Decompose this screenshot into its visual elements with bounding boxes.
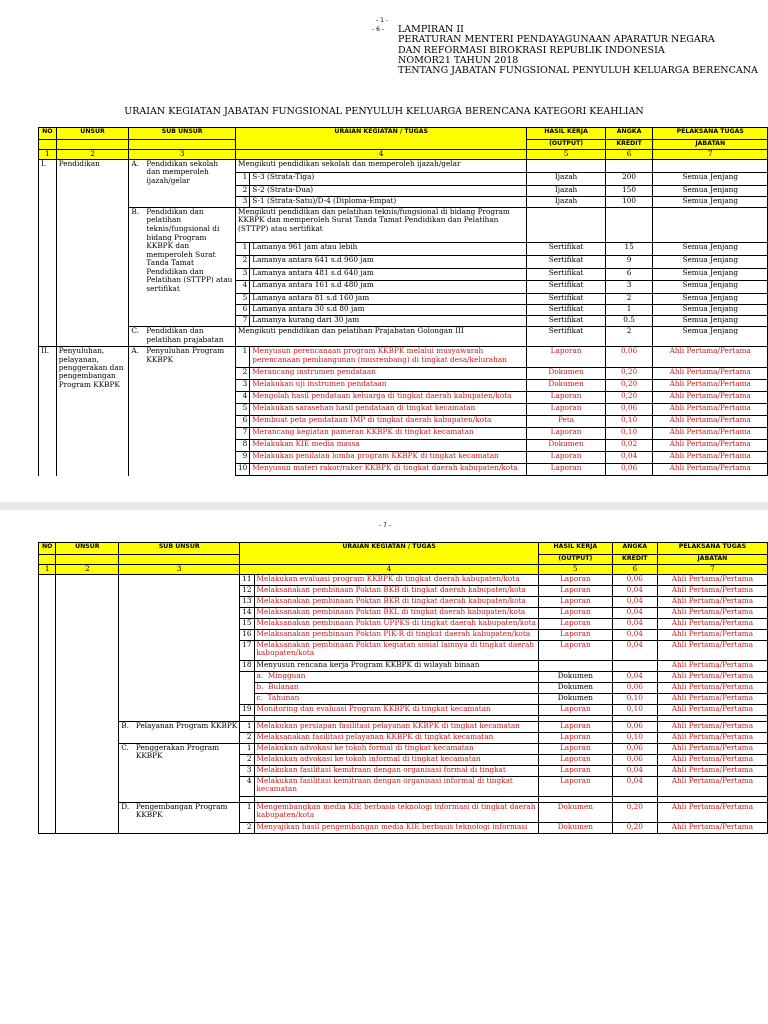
table-row: B. Pelayanan Program KKBPK 1 Melakukan persiapan fasilitasi pelayanan KKBPK di tingkat kecamatan Laporan 0,06 Ahli Pertama/Pertama — [39, 722, 768, 733]
table-row: 2 Melaksanakan fasilitasi pelayanan KKBPK di tingkat kecamatan Laporan 0,10 Ahli Pertama/Pertama — [39, 733, 768, 744]
table-row: 2 Merancang instrumen pendataan Dokumen 0,20 Ahli Pertama/Pertama — [39, 368, 768, 380]
header-line: DAN REFORMASI BIROKRASI REPUBLIK INDONESIA — [398, 44, 665, 56]
table-row: 8 Melakukan KIE media massa Dokumen 0,02 Ahli Pertama/Pertama — [39, 440, 768, 452]
col-sub-unsur-header: SUB UNSUR — [129, 128, 236, 140]
header-line: PERATURAN MENTERI PENDAYAGUNAAN APARATUR NEGARA — [398, 34, 715, 46]
table-row: 3 Lamanya antara 481 s.d 640 jam Sertifikat 6 Semua Jenjang — [39, 268, 768, 281]
col-angka-header: ANGKA — [605, 128, 653, 140]
table-row: c. Tahunan Dokumen 0,10 Ahli Pertama/Pertama — [39, 694, 768, 705]
column-number-row: 1 2 3 4 5 6 7 — [39, 150, 768, 160]
table-row: 2 Melakukan advokasi ke tokoh informal di tingkat kecamatan Laporan 0,06 Ahli Pertama/Pertama — [39, 755, 768, 766]
table-row: 2 Menyajikan hasil pengembangan media KIE berbasis teknologi informasi Dokumen 0,20 Ahli Pertama/Pertama — [39, 823, 768, 834]
col-uraian-header: URAIAN KEGIATAN / TUGAS — [240, 543, 539, 565]
table-row: C. Penggerakan Program KKBPK 1 Melakukan advokasi ke tokoh formal di tingkat kecamatan Laporan 0,06 Ahli Pertama/Pertama — [39, 744, 768, 755]
document-page-7 — [0, 510, 768, 1024]
table-row: 7 Merancang kegiatan pameran KKBPK di tingkat kecamatan Laporan 0,10 Ahli Pertama/Pertama — [39, 428, 768, 440]
table-row: 1 Lamanya 961 jam atau lebih Sertifikat 15 Semua Jenjang — [39, 243, 768, 256]
page-number: - 7 - — [379, 522, 391, 529]
table-row: a. Mingguan Dokumen 0,04 Ahli Pertama/Pertama — [39, 672, 768, 683]
col-hasil-header: HASIL KERJA — [527, 128, 605, 140]
col-no-header: NO — [39, 128, 57, 140]
table-row: II. Penyuluhan, pelayanan, penggerakan dan pengembangan Program KKBPK A. Penyuluhan Program KKBPK 1 Menyusun perencanaan program KKBPK melalui musyawarah perencanaan pembangunan (musrenbang) di tingkat desa/kelurahan Laporan 0,06 Ahli Pertama/Pertama — [39, 347, 768, 368]
table-row: 1 S-3 (Strata-Tiga) Ijazah 200 Semua Jenjang — [39, 172, 768, 185]
header-line: LAMPIRAN II — [398, 24, 464, 35]
activity-table-continued: NO UNSUR SUB UNSUR URAIAN KEGIATAN / TUGAS HASIL KERJA ANGKA PELAKSANA TUGAS (OUTPUT) KREDIT JABATAN 1 2 3 4 5 6 7 11 Melakukan evaluasi program KKBPK di tingkat daerah kabupaten/kota Laporan 0,06 Ahli Pertama/Pertama 12 Melaksanakan pembinaan Poktan BKB di tingkat daerah kabupaten/kota Laporan 0,04 Ahli Pertama/Pertama 13 Melaksanakan pembinaan Poktan BKR di tingkat daerah kabupaten/kota Laporan 0,04 Ahli Pertama/Pertama 14 Melaksanakan pembinaan Poktan BKL di tingkat daerah kabupaten/kota Laporan 0,04 Ahli Pertama/Pertama 15 Melaksanakan pembinaan Poktan UPPKS di tingkat daerah kabupaten/kota Laporan 0,04 Ahli Pertama/Pertama 16 Melaksanakan pembinaan Poktan PIK-R di tingkat daerah kabupaten/kota Laporan 0,04 Ahli Pertama/Pertama 17 Melaksanakan pembinaan Poktan kegiatan sosial lainnya di tingkat daerah kabupaten/kota Laporan 0,04 Ahli Pertama/Pertama 18 Menyusun rencana kerja Program KKBPK di wilayah binaan Ahli Pertama/Pertama a. Mingguan Dokumen 0,04 Ahli Pertama/Pertama b. Bulanan Dokumen 0,06 Ahli Pertama/Pertama c. Tahunan Dokumen 0,10 Ahli Pertama/Pertama 19 Monitoring dan evaluasi Program KKBPK di tingkat kecamatan Laporan 0,10 Ahli Pertama/Pertama B. Pelayanan Program KKBPK 1 Melakukan persiapan fasilitasi pelayanan KKBPK di tingkat kecamatan Laporan 0,06 Ahli Pertama/Pertama 2 Melaksanakan fasilitasi pelayanan KKBPK di tingkat kecamatan Laporan 0,10 Ahli Pertama/Pertama C. Penggerakan Program KKBPK 1 Melakukan advokasi ke tokoh formal di tingkat kecamatan Laporan 0,06 Ahli Pertama/Pertama 2 Melakukan advokasi ke tokoh informal di tingkat kecamatan Laporan 0,06 Ahli Pertama/Pertama 3 Melakukan fasilitasi kemitraan dengan organisasi formal di tingkat Laporan 0,04 Ahli Pertama/Pertama 4 Melakukan fasilitasi kemitraan dengan organisasi informal di tingkat kecamatan Laporan 0,04 Ahli Pertama/Pertama D. Pengembangan Program KKBPK 1 Mengembangkan media KIE berbasis teknologi informasi di tingkat daerah kabupaten/kota Dokumen 0,20 Ahli Pertama/Pertama 2 Menyajikan hasil pengembangan media KIE berbasis teknologi informasi Dokumen 0,20 Ahli Pertama/Pertama — [38, 542, 768, 834]
table-row: 4 Lamanya antara 161 s.d 480 jam Sertifikat 3 Semua Jenjang — [39, 281, 768, 294]
table-row: 2 Lamanya antara 641 s.d 960 jam Sertifikat 9 Semua Jenjang — [39, 256, 768, 269]
table-row: 4 Melakukan fasilitasi kemitraan dengan organisasi informal di tingkat kecamatan Laporan 0,04 Ahli Pertama/Pertama — [39, 777, 768, 797]
table-row: C. Pendidikan dan pelatihan prajabatan Mengikuti pendidikan dan pelatihan Prajabatan Golongan III Sertifikat 2 Semua Jenjang — [39, 327, 768, 347]
table-row: 11 Melakukan evaluasi program KKBPK di tingkat daerah kabupaten/kota Laporan 0,06 Ahli Pertama/Pertama — [39, 575, 768, 586]
table-row: 12 Melaksanakan pembinaan Poktan BKB di tingkat daerah kabupaten/kota Laporan 0,04 Ahli Pertama/Pertama — [39, 586, 768, 597]
col-pelaksana-header: PELAKSANA TUGAS — [657, 543, 767, 555]
table-row: 10 Menyusun materi rakor/raker KKBPK di tingkat daerah kabupaten/kota Laporan 0,06 Ahli Pertama/Pertama — [39, 464, 768, 476]
header-line: TENTANG JABATAN FUNGSIONAL PENYULUH KELUARGA BERENCANA — [398, 65, 758, 77]
page-number: - 6 - — [372, 26, 384, 33]
col-sub-unsur-header: SUB UNSUR — [119, 543, 240, 555]
column-number-row: 1 2 3 4 5 6 7 — [39, 565, 768, 575]
table-row: 3 Melakukan uji instrumen pendataan Dokumen 0,20 Ahli Pertama/Pertama — [39, 380, 768, 392]
table-row: 4 Mengolah hasil pendataan keluarga di tingkat daerah kabupaten/kota Laporan 0,20 Ahli Pertama/Pertama — [39, 392, 768, 404]
table-row: 13 Melaksanakan pembinaan Poktan BKR di tingkat daerah kabupaten/kota Laporan 0,04 Ahli Pertama/Pertama — [39, 597, 768, 608]
table-row: 2 S-2 (Strata-Dua) Ijazah 150 Semua Jenjang — [39, 185, 768, 196]
table-row: 14 Melaksanakan pembinaan Poktan BKL di tingkat daerah kabupaten/kota Laporan 0,04 Ahli Pertama/Pertama — [39, 608, 768, 619]
table-row: 3 Melakukan fasilitasi kemitraan dengan organisasi formal di tingkat Laporan 0,04 Ahli Pertama/Pertama — [39, 766, 768, 777]
col-uraian-header: URAIAN KEGIATAN / TUGAS — [236, 128, 527, 150]
col-angka-header: ANGKA — [612, 543, 657, 555]
table-row: b. Bulanan Dokumen 0,06 Ahli Pertama/Pertama — [39, 683, 768, 694]
table-row: 17 Melaksanakan pembinaan Poktan kegiatan sosial lainnya di tingkat daerah kabupaten/kota Laporan 0,04 Ahli Pertama/Pertama — [39, 641, 768, 661]
table-row: B. Pendidikan dan pelatihan teknis/fungsional di bidang Program KKBPK dan memperoleh Surat Tanda Tamat Pendidikan dan Pelatihan (STTPP) atau sertifikat Mengikuti pendidikan dan pelatihan teknis/fungsional di bidang Program KKBPK dan memperoleh Surat Tanda Tamat Pendidikan dan Pelatihan (STTPP) atau sertifikat — [39, 207, 768, 243]
table-row: 6 Lamanya antara 30 s.d 80 jam Sertifikat 1 Semua Jenjang — [39, 305, 768, 316]
table-row: D. Pengembangan Program KKBPK 1 Mengembangkan media KIE berbasis teknologi informasi di tingkat daerah kabupaten/kota Dokumen 0,20 Ahli Pertama/Pertama — [39, 803, 768, 823]
table-row: I. Pendidikan A. Pendidikan sekolah dan memperoleh ijazah/gelar Mengikuti pendidikan sekolah dan memperoleh ijazah/gelar — [39, 160, 768, 173]
table-row: 6 Membuat peta pendataan IMP di tingkat daerah kabupaten/kota Peta 0,10 Ahli Pertama/Pertama — [39, 416, 768, 428]
document-title: URAIAN KEGIATAN JABATAN FUNGSIONAL PENYULUH KELUARGA BERENCANA KATEGORI KEAHLIAN — [124, 106, 644, 117]
col-unsur-header: UNSUR — [56, 128, 129, 140]
table-row: 18 Menyusun rencana kerja Program KKBPK di wilayah binaan Ahli Pertama/Pertama — [39, 661, 768, 672]
col-no-header: NO — [39, 543, 56, 555]
activity-table: NO UNSUR SUB UNSUR URAIAN KEGIATAN / TUGAS HASIL KERJA ANGKA PELAKSANA TUGAS (OUTPUT) KREDIT JABATAN 1 2 3 4 5 6 7 I. Pendidikan A. Pendidikan sekolah dan memperoleh ijazah/gelar Mengikuti pendidikan sekolah dan memperoleh ijazah/gelar 1 S-3 (Strata-Tiga) Ijazah 200 Semua Jenjang 2 S-2 (Strata-Dua) Ijazah 150 Semua Jenjang 3 S-1 (Strata-Satu)/D-4 (Diploma-Empat) Ijazah 100 Semua Jenjang B. Pendidikan dan pelatihan teknis/fungsional di bidang Program KKBPK dan memperoleh Surat Tanda Tamat Pendidikan dan Pelatihan (STTPP) atau sertifikat Mengikuti pendidikan dan pelatihan teknis/fungsional di bidang Program KKBPK dan memperoleh Surat Tanda Tamat Pendidikan dan Pelatihan (STTPP) atau sertifikat 1 Lamanya 961 jam atau lebih Sertifikat 15 Semua Jenjang 2 Lamanya antara 641 s.d 960 jam Sertifikat 9 Semua Jenjang 3 Lamanya antara 481 s.d 640 jam Sertifikat 6 Semua Jenjang 4 Lamanya antara 161 s.d 480 jam Sertifikat 3 Semua Jenjang 5 Lamanya antara 81 s.d 160 jam Sertifikat 2 Semua Jenjang 6 Lamanya antara 30 s.d 80 jam Sertifikat 1 Semua Jenjang 7 Lamanya kurang dari 30 jam Sertifikat 0.5 Semua Jenjang C. Pendidikan dan pelatihan prajabatan Mengikuti pendidikan dan pelatihan Prajabatan Golongan III Sertifikat 2 Semua Jenjang II. Penyuluhan, pelayanan, penggerakan dan pengembangan Program KKBPK A. Penyuluhan Program KKBPK 1 Menyusun perencanaan program KKBPK melalui musyawarah perencanaan pembangunan (musrenbang) di tingkat desa/kelurahan Laporan 0,06 Ahli Pertama/Pertama 2 Merancang instrumen pendataan Dokumen 0,20 Ahli Pertama/Pertama 3 Melakukan uji instrumen pendataan Dokumen 0,20 Ahli Pertama/Pertama 4 Mengolah hasil pendataan keluarga di tingkat daerah kabupaten/kota Laporan 0,20 Ahli Pertama/Pertama 5 Melakukan sarasehan hasil pendataan di tingkat kecamatan Laporan 0,06 Ahli Pertama/Pertama 6 Membuat peta pendataan IMP di tingkat daerah kabupaten/kota Peta 0,10 Ahli Pertama/Pertama 7 Merancang kegiatan pameran KKBPK di tingkat kecamatan Laporan 0,10 Ahli Pertama/Pertama 8 Melakukan KIE media massa Dokumen 0,02 Ahli Pertama/Pertama 9 Melakukan penilaian lomba program KKBPK di tingkat kecamatan Laporan 0,04 Ahli Pertama/Pertama 10 Menyusun materi rakor/raker KKBPK di tingkat daerah kabupaten/kota Laporan 0,06 Ahli Pertama/Pertama — [38, 127, 768, 476]
col-hasil-header: HASIL KERJA — [538, 543, 612, 555]
table-row: 5 Lamanya antara 81 s.d 160 jam Sertifikat 2 Semua Jenjang — [39, 294, 768, 305]
header-line: NOMOR21 TAHUN 2018 — [398, 54, 519, 66]
col-unsur-header: UNSUR — [56, 543, 119, 555]
table-row: 3 S-1 (Strata-Satu)/D-4 (Diploma-Empat) Ijazah 100 Semua Jenjang — [39, 196, 768, 207]
page-mark: - 1 - — [376, 17, 388, 24]
header-row — [39, 543, 768, 555]
col-pelaksana-header: PELAKSANA TUGAS — [653, 128, 768, 140]
table-row: 7 Lamanya kurang dari 30 jam Sertifikat 0.5 Semua Jenjang — [39, 316, 768, 327]
header-row — [39, 128, 768, 140]
table-row: 9 Melakukan penilaian lomba program KKBPK di tingkat kecamatan Laporan 0,04 Ahli Pertama/Pertama — [39, 452, 768, 464]
table-row: 15 Melaksanakan pembinaan Poktan UPPKS di tingkat daerah kabupaten/kota Laporan 0,04 Ahli Pertama/Pertama — [39, 619, 768, 630]
table-row: 19 Monitoring dan evaluasi Program KKBPK di tingkat kecamatan Laporan 0,10 Ahli Pertama/Pertama — [39, 705, 768, 716]
attachment-header — [398, 25, 758, 76]
document-page-6 — [0, 0, 768, 502]
table-row: 5 Melakukan sarasehan hasil pendataan di tingkat kecamatan Laporan 0,06 Ahli Pertama/Pertama — [39, 404, 768, 416]
table-row: 16 Melaksanakan pembinaan Poktan PIK-R di tingkat daerah kabupaten/kota Laporan 0,04 Ahli Pertama/Pertama — [39, 630, 768, 641]
